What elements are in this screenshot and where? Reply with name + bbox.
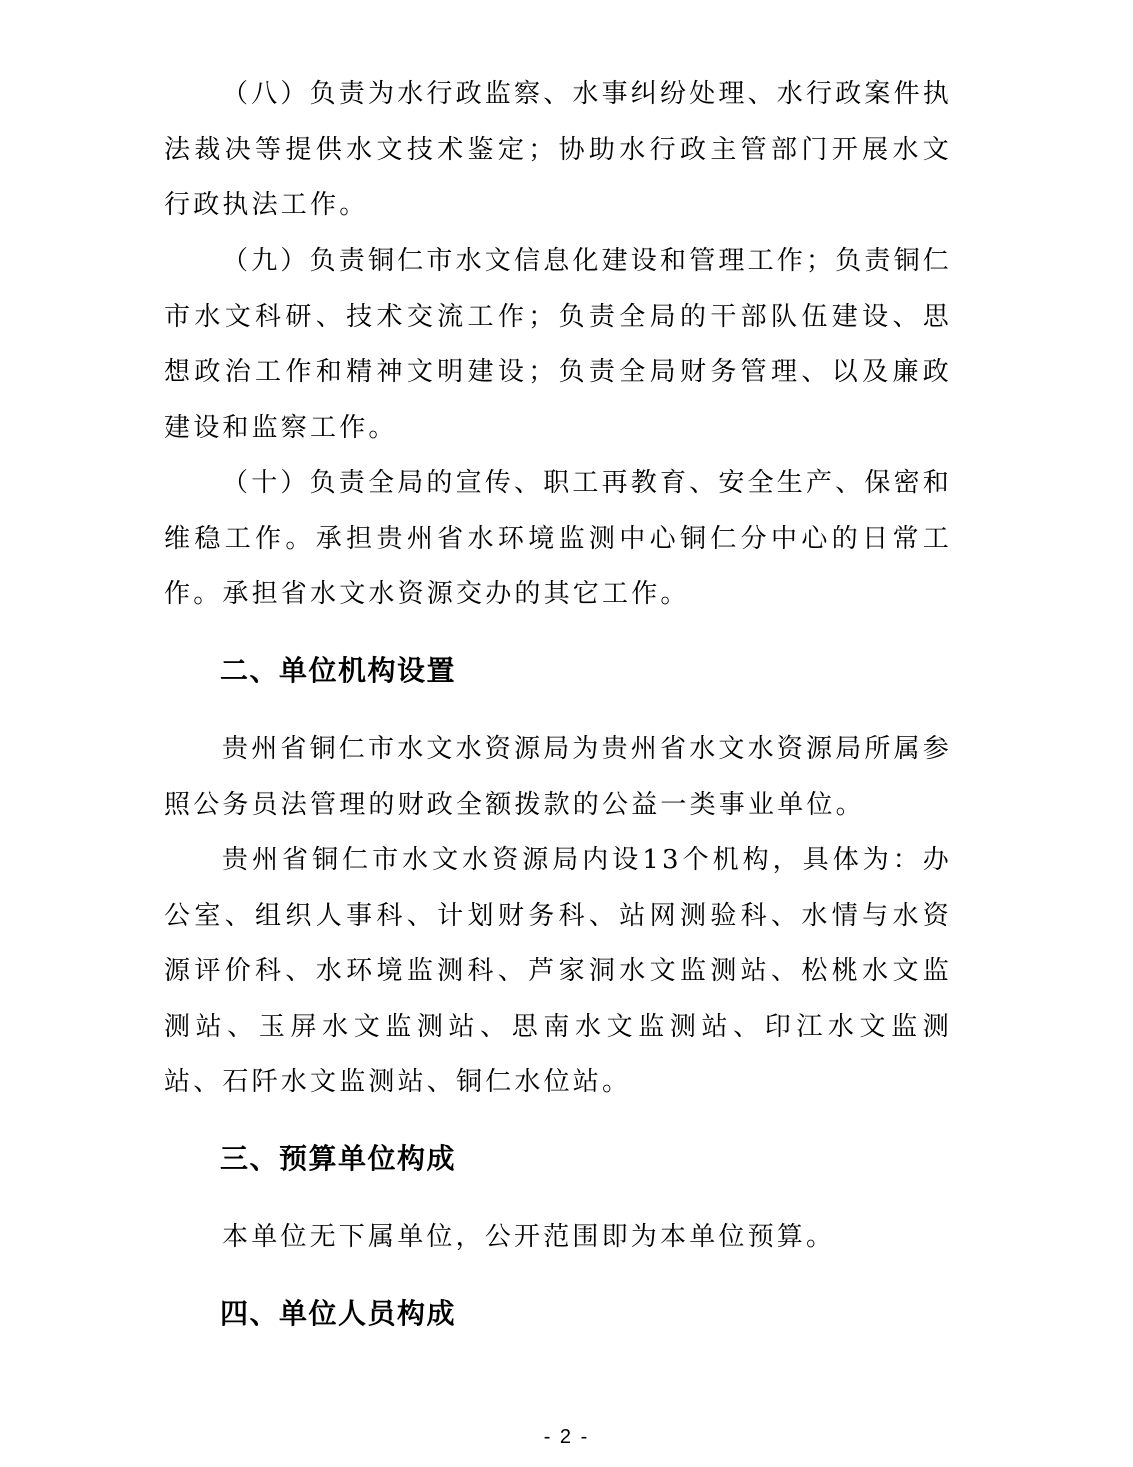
section-heading-budget-units: 三、预算单位构成 — [220, 1142, 457, 1175]
paragraph-internal-departments: 贵州省铜仁市水文水资源局内设13个机构，具体为：办公室、组织人事科、计划财务科、站网测验科、水情与水资源评价科、水环境监测科、芦家洞水文监测站、松桃水文监测站、玉屏水文监测站、思南水文监测站、印江水文监测站、石阡水文监测站、铜仁水位站。 — [164, 845, 952, 1097]
section-heading-staff-composition: 四、单位人员构成 — [220, 1297, 457, 1330]
page-number: - 2 - — [543, 1426, 590, 1448]
paragraph-item-8: （八）负责为水行政监察、水事纠纷处理、水行政案件执法裁决等提供水文技术鉴定；协助水行政主管部门开展水文行政执法工作。 — [164, 79, 953, 220]
section-heading-org-setup: 二、单位机构设置 — [220, 654, 457, 687]
paragraph-item-10: （十）负责全局的宣传、职工再教育、安全生产、保密和维稳工作。承担贵州省水环境监测中心铜仁分中心的日常工作。承担省水文水资源交办的其它工作。 — [164, 468, 953, 609]
paragraph-item-9: （九）负责铜仁市水文信息化建设和管理工作；负责铜仁市水文科研、技术交流工作；负责全局的干部队伍建设、思想政治工作和精神文明建设；负责全局财务管理、以及廉政建设和监察工作。 — [164, 246, 953, 443]
paragraph-budget-scope: 本单位无下属单位，公开范围即为本单位预算。 — [222, 1222, 836, 1252]
paragraph-unit-nature: 贵州省铜仁市水文水资源局为贵州省水文水资源局所属参照公务员法管理的财政全额拨款的公益一类事业单位。 — [164, 734, 953, 820]
